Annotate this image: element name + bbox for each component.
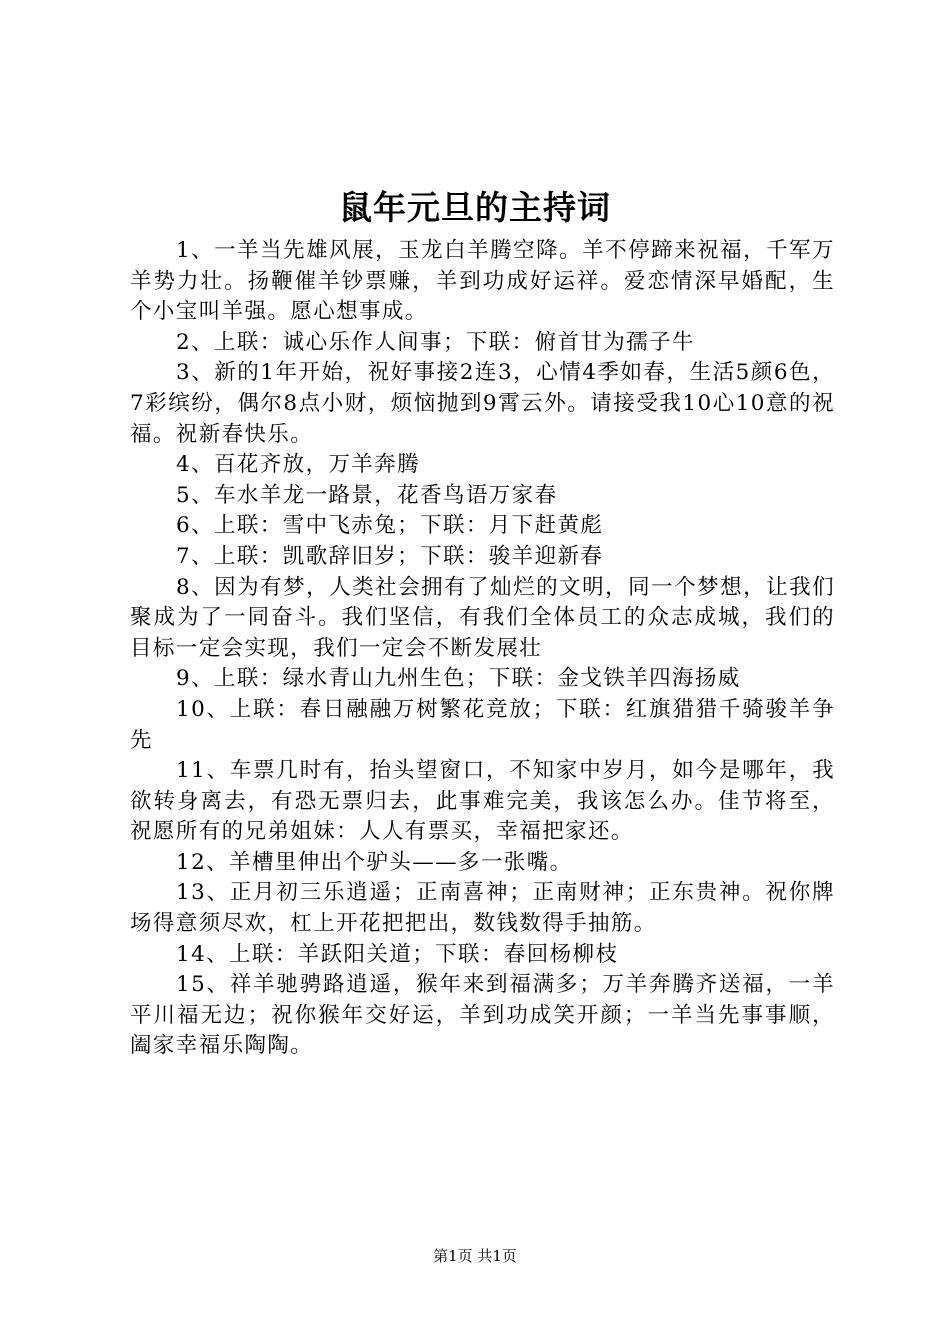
document-body xyxy=(130,236,835,1062)
paragraph-4: 4、百花齐放，万羊奔腾 xyxy=(176,452,421,478)
paragraph-10: 10、上联：春日融融万树繁花竞放；下联：红旗猎猎千骑骏羊争先 xyxy=(130,696,835,753)
paragraph-14: 14、上联：羊跃阳关道；下联：春回杨柳枝 xyxy=(176,941,619,967)
paragraph-5: 5、车水羊龙一路景，花香鸟语万家春 xyxy=(176,482,558,508)
paragraph-15: 15、祥羊驰骋路逍遥，猴年来到福满多；万羊奔腾齐送福，一羊平川福无边；祝你猴年交好运，羊到功成笑开颜；一羊当先事事顺，阖家幸福乐陶陶。 xyxy=(130,972,835,1059)
paragraph-9: 9、上联：绿水青山九州生色；下联：金戈铁羊四海扬威 xyxy=(176,666,741,692)
page-footer: 第1页 共1页 xyxy=(433,1247,517,1265)
paragraph-1: 1、一羊当先雄风展，玉龙白羊腾空降。羊不停蹄来祝福，千军万羊势力壮。扬鞭催羊钞票赚，羊到功成好运祥。爱恋情深早婚配，生个小宝叫羊强。愿心想事成。 xyxy=(130,238,835,325)
paragraph-12: 12、羊槽里伸出个驴头——多一张嘴。 xyxy=(176,849,573,875)
page-title: 鼠年元旦的主持词 xyxy=(339,188,611,227)
paragraph-13: 13、正月初三乐逍遥；正南喜神；正南财神；正东贵神。祝你牌场得意须尽欢，杠上开花把把出，数钱数得手抽筋。 xyxy=(130,880,835,937)
paragraph-6: 6、上联：雪中飞赤兔；下联：月下赶黄彪 xyxy=(176,513,604,539)
paragraph-2: 2、上联：诚心乐作人间事；下联：俯首甘为孺子牛 xyxy=(176,329,695,355)
paragraph-11: 11、车票几时有，抬头望窗口，不知家中岁月，如今是哪年，我欲转身离去，有恐无票归去，此事难完美，我该怎么办。佳节将至，祝愿所有的兄弟姐妹：人人有票买，幸福把家还。 xyxy=(130,758,835,845)
paragraph-3: 3、新的1年开始，祝好事接2连3，心情4季如春，生活5颜6色，7彩缤纷，偶尔8点小财，烦恼抛到9霄云外。请接受我10心10意的祝福。祝新春快乐。 xyxy=(130,360,835,447)
paragraph-8: 8、因为有梦，人类社会拥有了灿烂的文明，同一个梦想，让我们聚成为了一同奋斗。我们坚信，有我们全体员工的众志成城，我们的目标一定会实现，我们一定会不断发展壮 xyxy=(130,574,835,661)
paragraph-7: 7、上联：凯歌辞旧岁；下联：骏羊迎新春 xyxy=(176,543,604,569)
